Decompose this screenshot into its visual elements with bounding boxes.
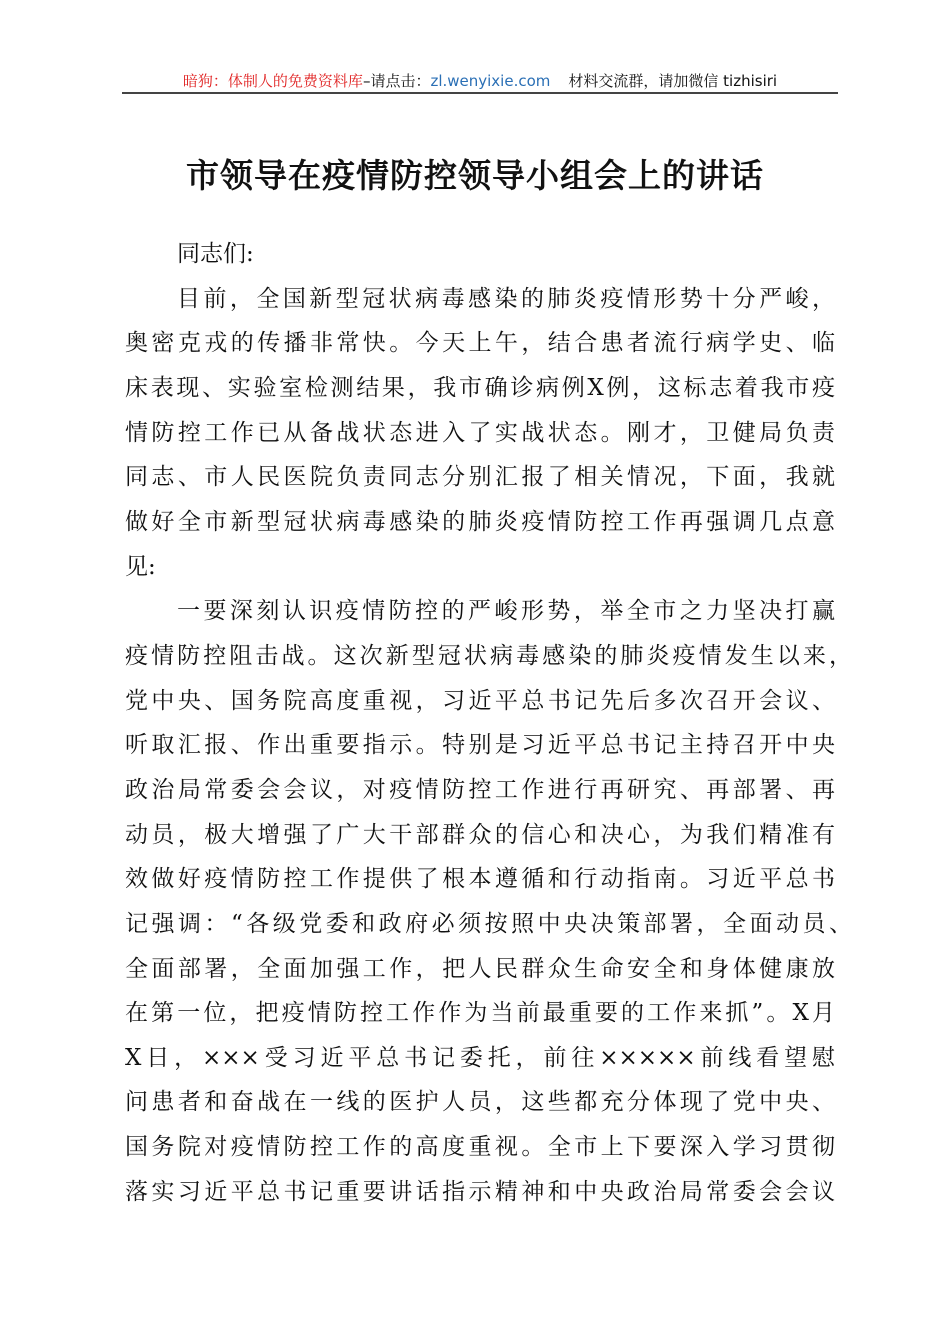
body-text-line: 落实习近平总书记重要讲话指示精神和中央政治局常委会会议	[125, 1178, 835, 1205]
body-text-line: 见:	[125, 553, 156, 580]
body-text-line: 一要深刻认识疫情防控的严峻形势，举全市之力坚决打赢	[177, 598, 835, 625]
body-text-line: 目前，全国新型冠状病毒感染的肺炎疫情形势十分严峻，	[177, 285, 835, 312]
body-text-line: 政治局常委会会议，对疫情防控工作进行再研究、再部署、再	[125, 776, 835, 803]
body-text-line: 奥密克戎的传播非常快。今天上午，结合患者流行病学史、临	[125, 330, 835, 357]
promo-site-name: 暗狗：体制人的免费资料库	[182, 72, 363, 90]
body-text-line: 在第一位，把疫情防控工作作为当前最重要的工作来抓”。X月	[125, 1000, 835, 1027]
header-divider	[122, 92, 838, 94]
document-title: 市领导在疫情防控领导小组会上的讲话	[186, 156, 764, 195]
body-text-line: 问患者和奋战在一线的医护人员，这些都充分体现了党中央、	[125, 1089, 835, 1116]
body-text-line: 记强调：“各级党委和政府必须按照中央决策部署，全面动员、	[125, 910, 852, 937]
body-text-line: 同志、市人民医院负责同志分别汇报了相关情况，下面，我就	[125, 464, 835, 491]
body-text-line: 动员，极大增强了广大干部群众的信心和决心，为我们精准有	[125, 821, 835, 848]
body-text-line: 情防控工作已从备战状态进入了实战状态。刚才，卫健局负责	[125, 419, 835, 446]
body-text-line: 国务院对疫情防控工作的高度重视。全市上下要深入学习贯彻	[125, 1134, 835, 1161]
body-text-line: 效做好疫情防控工作提供了根本遵循和行动指南。习近平总书	[125, 866, 835, 893]
promo-link[interactable]: zl.wenyixie.com	[430, 72, 551, 90]
promo-wechat-group: 材料交流群，请加微信 tizhisiri	[568, 72, 778, 90]
body-text-line: 床表现、实验室检测结果，我市确诊病例X例，这标志着我市疫	[125, 374, 835, 401]
document-body	[125, 232, 852, 1214]
body-text-line: 做好全市新型冠状病毒感染的肺炎疫情防控工作再强调几点意	[125, 508, 835, 535]
body-text-line: X日，×××受习近平总书记委托，前往×××××前线看望慰	[125, 1044, 835, 1071]
page-header-promo	[122, 70, 838, 91]
body-text-line: 全面部署，全面加强工作，把人民群众生命安全和身体健康放	[125, 955, 835, 982]
body-text-line: 疫情防控阻击战。这次新型冠状病毒感染的肺炎疫情发生以来，	[125, 642, 852, 669]
promo-click-label: –请点击：	[362, 72, 431, 90]
body-text-line: 党中央、国务院高度重视，习近平总书记先后多次召开会议、	[125, 687, 835, 714]
body-text-line: 同志们:	[177, 241, 254, 267]
body-text-line: 听取汇报、作出重要指示。特别是习近平总书记主持召开中央	[125, 732, 835, 759]
